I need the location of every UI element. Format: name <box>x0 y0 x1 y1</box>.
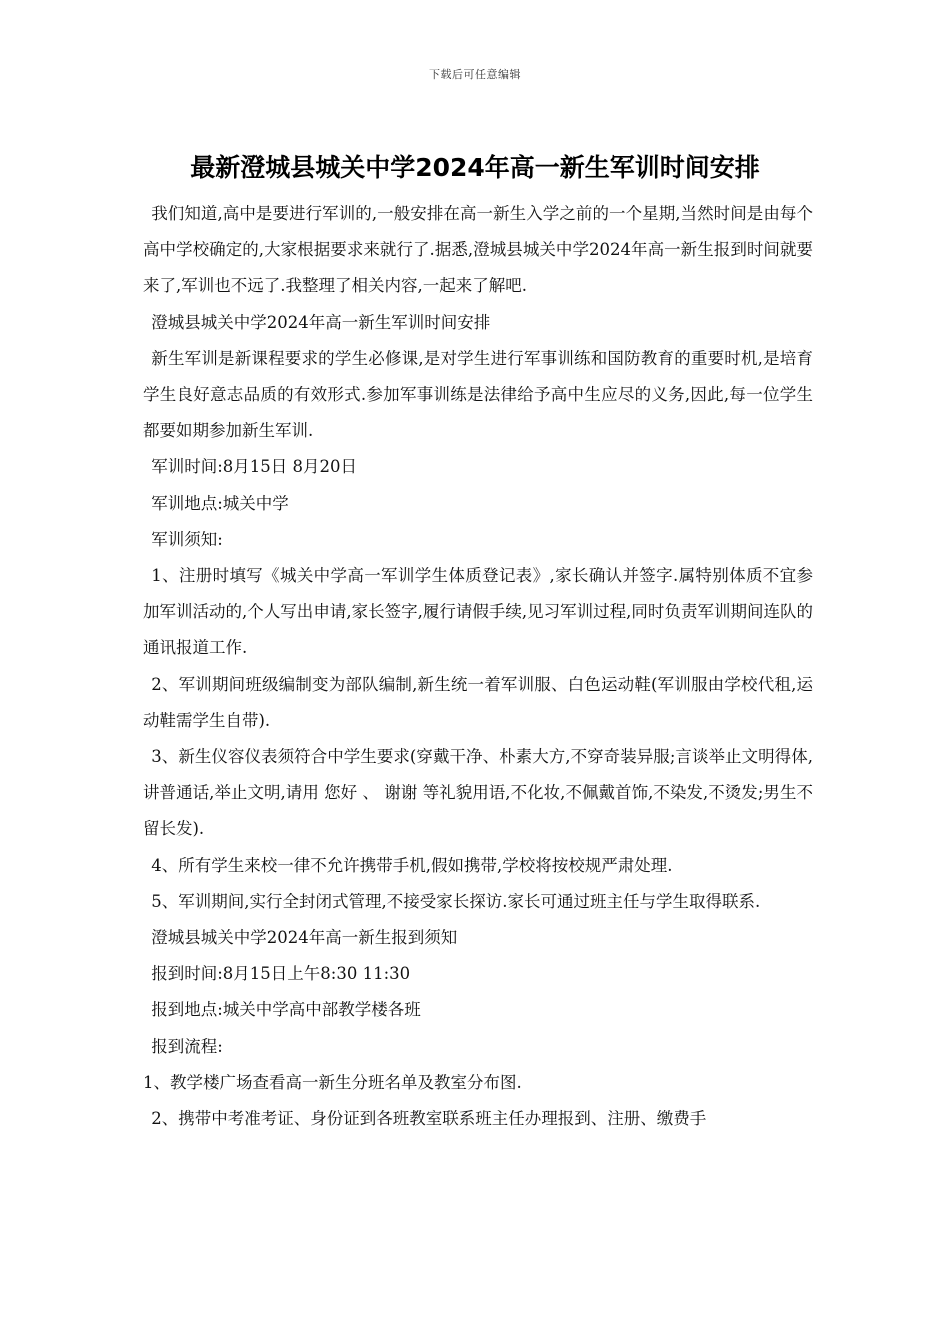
paragraph-notice-item-3: 3、新生仪容仪表须符合中学生要求(穿戴干净、朴素大方,不穿奇装异服;言谈举止文明得体,讲普通话,举止文明,请用 您好 、 谢谢 等礼貌用语,不化妆,不佩戴首饰,不染发,不烫发;男生不留长发). <box>143 747 813 839</box>
paragraph-registration-time: 报到时间:8月15日上午8:30 11:30 <box>151 964 411 984</box>
paragraph-notice-item-4: 4、所有学生来校一律不允许携带手机,假如携带,学校将按校规严肃处理. <box>151 855 673 875</box>
paragraph-process-step-1: 1、教学楼广场查看高一新生分班名单及教室分布图. <box>143 1072 522 1092</box>
header-note: 下载后可任意编辑 <box>429 68 521 81</box>
paragraph-notice-item-5: 5、军训期间,实行全封闭式管理,不接受家长探访.家长可通过班主任与学生取得联系. <box>151 891 761 911</box>
paragraph-military-training: 新生军训是新课程要求的学生必修课,是对学生进行军事训练和国防教育的重要时机,是培育学生良好意志品质的有效形式.参加军事训练是法律给予高中生应尽的义务,因此,每一位学生都要如期参加新生军训. <box>143 348 813 441</box>
paragraph-notice-item-1: 1、注册时填写《城关中学高一军训学生体质登记表》,家长确认并签字.属特别体质不宜参加军训活动的,个人写出申请,家长签字,履行请假手续,见习军训过程,同时负责军训期间连队的通讯报道工作. <box>143 566 813 658</box>
paragraph-subheading-schedule: 澄城县城关中学2024年高一新生军训时间安排 <box>151 312 491 332</box>
paragraph-process-step-2: 2、携带中考准考证、身份证到各班教室联系班主任办理报到、注册、缴费手 <box>151 1109 707 1129</box>
paragraph-training-notice-heading: 军训须知: <box>151 529 223 549</box>
document-body <box>143 196 813 1137</box>
paragraph-training-time: 军训时间:8月15日 8月20日 <box>151 457 358 477</box>
paragraph-intro: 我们知道,高中是要进行军训的,一般安排在高一新生入学之前的一个星期,当然时间是由每个高中学校确定的,大家根据要求来就行了.据悉,澄城县城关中学2024年高一新生报到时间就要来了,军训也不远了.我整理了相关内容,一起来了解吧. <box>143 204 813 296</box>
paragraph-registration-process-heading: 报到流程: <box>151 1036 223 1056</box>
paragraph-training-location: 军训地点:城关中学 <box>151 493 289 513</box>
paragraph-notice-item-2: 2、军训期间班级编制变为部队编制,新生统一着军训服、白色运动鞋(军训服由学校代租,运动鞋需学生自带). <box>143 674 813 730</box>
paragraph-registration-location: 报到地点:城关中学高中部教学楼各班 <box>151 1000 421 1020</box>
document-title: 最新澄城县城关中学2024年高一新生军训时间安排 <box>190 153 760 182</box>
paragraph-subheading-registration: 澄城县城关中学2024年高一新生报到须知 <box>151 928 458 948</box>
